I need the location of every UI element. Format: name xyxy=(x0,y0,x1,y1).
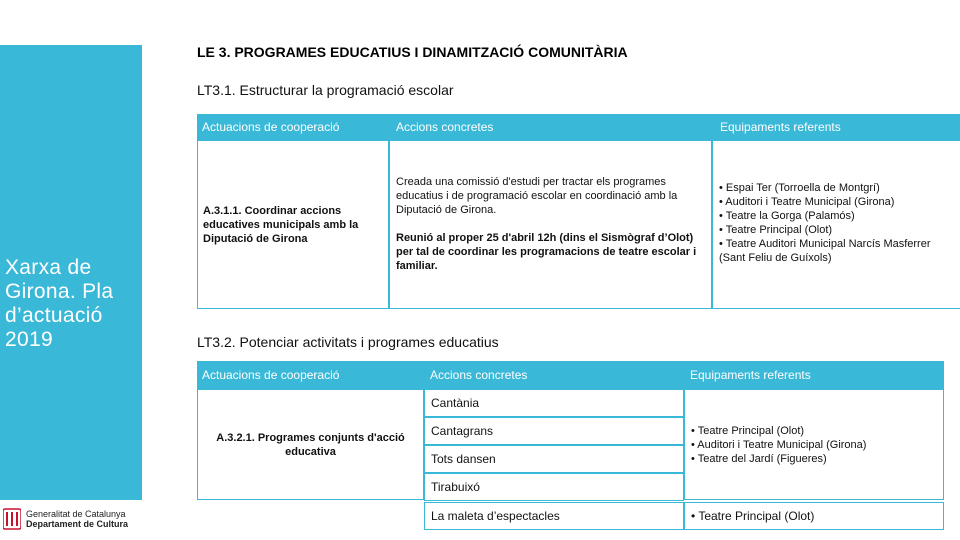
table2-equipaments-cell xyxy=(684,389,944,500)
table2-header-equipaments: Equipaments referents xyxy=(690,368,811,382)
table1-header-accions: Accions concretes xyxy=(396,120,494,134)
table1-header-row xyxy=(197,114,960,140)
table1-equipaments-cell xyxy=(712,140,960,309)
table1-accions-cell xyxy=(389,140,712,309)
table2-header-row xyxy=(197,361,944,389)
section-title-lt3-2: LT3.2. Potenciar activitats i programes educatius xyxy=(197,334,499,350)
logo-line-2: Departament de Cultura xyxy=(26,519,129,529)
table2-accio-cantania: Cantània xyxy=(431,396,480,410)
list-item: • Teatre Principal (Olot) xyxy=(691,509,815,523)
list-item: • Auditori i Teatre Municipal (Girona) xyxy=(719,196,895,208)
table1-actuacio-cell xyxy=(197,140,389,309)
table2-header-accions: Accions concretes xyxy=(430,368,528,382)
sidebar-title: Xarxa de Girona. Pla d’actuació 2019 xyxy=(5,256,114,351)
list-item: • Teatre Principal (Olot) xyxy=(719,224,833,236)
table2-accio-tirabuixo: Tirabuixó xyxy=(431,480,480,494)
table2-accio-row xyxy=(424,502,684,530)
table1-accio-1: Creada una comissió d'estudi per tractar els programes educatius i de programació escolar en coordinació amb la Diputació de Girona. xyxy=(396,176,678,216)
table2-accio-tots-dansen: Tots dansen xyxy=(431,452,496,466)
table2-header-actuacions: Actuacions de cooperació xyxy=(202,368,340,382)
table1-header-actuacions: Actuacions de cooperació xyxy=(202,120,340,134)
logo-line-1: Generalitat de Catalunya xyxy=(26,509,126,519)
list-item: • Teatre Principal (Olot) xyxy=(691,425,805,437)
section-title-lt3-1: LT3.1. Estructurar la programació escolar xyxy=(197,82,454,98)
list-item: • Teatre del Jardí (Figueres) xyxy=(691,453,827,465)
generalitat-emblem-icon xyxy=(3,508,21,530)
table2-accio-row xyxy=(424,389,684,417)
table1-header-equipaments: Equipaments referents xyxy=(720,120,841,134)
list-item: • Teatre Auditori Municipal Narcís Masferrer (Sant Feliu de Guíxols) xyxy=(719,238,931,264)
logo-text xyxy=(26,509,128,529)
page-title: LE 3. PROGRAMES EDUCATIUS I DINAMITZACIÓ COMUNITÀRIA xyxy=(197,44,628,60)
table2-accio-cantagrans: Cantagrans xyxy=(431,424,494,438)
table2-accio-row xyxy=(424,417,684,445)
list-item: • Espai Ter (Torroella de Montgrí) xyxy=(719,182,880,194)
list-item: • Teatre la Gorga (Palamós) xyxy=(719,210,855,222)
table2-accio-maleta: La maleta d’espectacles xyxy=(431,509,560,523)
table2-accio-row xyxy=(424,473,684,501)
list-item: • Auditori i Teatre Municipal (Girona) xyxy=(691,439,867,451)
table2-actuacio-cell xyxy=(197,389,424,500)
table2-accio-row xyxy=(424,445,684,473)
table2-actuacio-text: A.3.2.1. Programes conjunts d'acció educativa xyxy=(216,431,405,458)
table1-actuacio-text: A.3.1.1. Coordinar accions educatives municipals amb la Diputació de Girona xyxy=(203,204,359,245)
sidebar-panel xyxy=(0,45,142,500)
table2-equipaments-cell-2 xyxy=(684,502,944,530)
generalitat-logo xyxy=(3,506,143,532)
table1-accio-2: Reunió al proper 25 d'abril 12h (dins el Sismògraf d’Olot) per tal de coordinar les programacions de teatre escolar i familiar. xyxy=(396,232,697,272)
